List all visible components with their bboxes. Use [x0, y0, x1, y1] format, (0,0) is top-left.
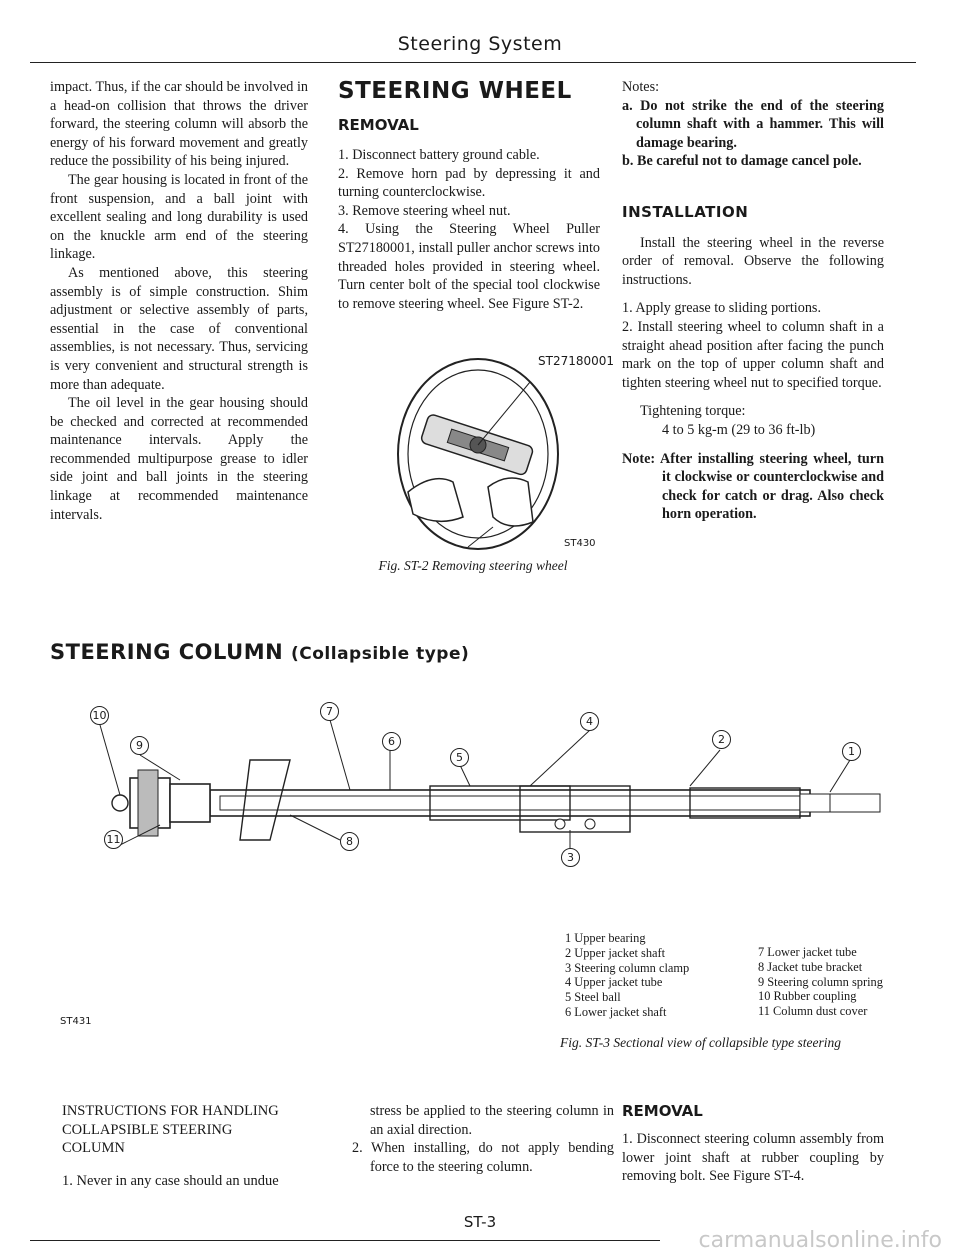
legend-item: 9 Steering column spring: [758, 974, 883, 989]
removal-heading: REMOVAL: [338, 116, 419, 134]
page-number: ST-3: [463, 1213, 497, 1231]
step: 1. Apply grease to sliding portions.: [622, 300, 822, 317]
legend-item: 4 Upper jacket tube: [565, 975, 663, 990]
callout-4: 4: [580, 712, 599, 731]
right-column: [622, 78, 884, 524]
callout-2: 2: [712, 730, 731, 749]
steering-wheel-section: [338, 78, 600, 313]
torque-label: Tightening torque:: [640, 403, 746, 420]
watermark: carmanualsonline.info: [698, 1228, 942, 1253]
handling-continued: [352, 1102, 614, 1176]
paragraph: Install the steering wheel in the reverse order of removal. Observe the following instructions.: [622, 234, 884, 288]
figure-code: ST430: [564, 538, 596, 549]
header-rule: [30, 62, 916, 63]
left-column: [50, 78, 308, 524]
note: a. Do not strike the end of the steering column shaft with a hammer. This will damage bearing.: [622, 97, 884, 151]
callout-7: 7: [320, 702, 339, 721]
footer-rule: [30, 1240, 660, 1241]
notes-label: Notes:: [622, 79, 660, 95]
page-header: Steering System: [397, 33, 563, 55]
step: 2. When installing, do not apply bending force to the steering column.: [352, 1140, 614, 1175]
legend-item: 2 Upper jacket shaft: [565, 945, 666, 960]
column-title: STEERING COLUMN: [50, 640, 284, 664]
paragraph: impact. Thus, if the car should be involved in a head-on collision that throws the driver forward, the steering column will absorb the energy of his forward movement and greatly reduce the possibility of his being injured.: [50, 79, 308, 170]
parts-legend-right: [758, 945, 883, 1019]
torque-value: 4 to 5 kg-m (29 to 36 ft-lb): [662, 421, 816, 438]
callout-6: 6: [382, 732, 401, 751]
steering-wheel-illustration: [378, 342, 598, 557]
removal-section: [622, 1102, 884, 1186]
figure-st3: [90, 700, 920, 850]
step: 2. Remove horn pad by depressing it and turning counterclockwise.: [338, 165, 600, 201]
section-title: [50, 640, 469, 664]
step: 2. Install steering wheel to column shaft in a straight ahead position after facing the punch mark on the top of upper column shaft and tighten steering wheel nut to specified torque.: [622, 318, 884, 391]
callout-1: 1: [842, 742, 861, 761]
steering-column-diagram: [90, 700, 920, 850]
step: 1. Disconnect steering column assembly from lower joint shaft at rubber coupling by removing bolt. See Figure ST-4.: [622, 1131, 884, 1185]
figure-caption: Fig. ST-3 Sectional view of collapsible type steering: [560, 1035, 841, 1050]
callout-8: 8: [340, 832, 359, 851]
figure-st2: [378, 342, 615, 557]
paragraph: The gear housing is located in front of the front suspension, and a ball joint with excellent sealing and long durability is used on the knuckle arm end of the steering linkage.: [50, 171, 308, 263]
step: 1. Never in any case should an undue: [62, 1172, 279, 1189]
callout-3: 3: [561, 848, 580, 867]
legend-item: 5 Steel ball: [565, 990, 621, 1005]
step: 1. Disconnect battery ground cable.: [338, 147, 540, 163]
handling-heading-line: INSTRUCTIONS FOR HANDLING: [62, 1103, 279, 1119]
handling-section: [62, 1102, 312, 1190]
parts-legend-left: [565, 931, 689, 1020]
paragraph: As mentioned above, this steering assembly is of simple construction. Shim adjustment or selective assembly of parts, essential in the case of conventional assemblies, is not necessary. Thus, servicing is very convenient and structural strength is more than adequate.: [50, 264, 308, 393]
paragraph: The oil level in the gear housing should be checked and corrected at recommended maintenance intervals. Apply the recommended multipurpose grease to idler side joint and ball joints in the steering linkage at recommended maintenance intervals.: [50, 395, 308, 523]
tool-label: ST27180001: [538, 354, 615, 368]
legend-item: 1 Upper bearing: [565, 931, 646, 945]
step-continued: stress be applied to the steering column in an axial direction.: [370, 1103, 614, 1138]
legend-item: 3 Steering column clamp: [565, 960, 690, 975]
callout-5: 5: [450, 748, 469, 767]
legend-item: 10 Rubber coupling: [758, 989, 857, 1004]
installation-heading: INSTALLATION: [622, 202, 749, 221]
section-title: STEERING WHEEL: [338, 78, 572, 104]
callout-11: 11: [104, 830, 123, 849]
column-subtitle: (Collapsible type): [290, 644, 470, 664]
note: b. Be careful not to damage cancel pole.: [622, 153, 862, 170]
note: Note: After installing steering wheel, turn it clockwise or counterclockwise and check for catch or drag. Also check horn operation.: [622, 450, 884, 523]
legend-item: 6 Lower jacket shaft: [565, 1004, 667, 1019]
legend-item: 8 Jacket tube bracket: [758, 959, 863, 974]
step: 3. Remove steering wheel nut.: [338, 202, 511, 219]
handling-heading-line: COLUMN: [62, 1140, 125, 1157]
callout-9: 9: [130, 736, 149, 755]
step: 4. Using the Steering Wheel Puller ST27180001, install puller anchor screws into threaded holes provided in steering wheel. Turn center bolt of the special tool clockwise to remove steering wheel. See Figure ST-2.: [338, 221, 600, 312]
callout-10: 10: [90, 706, 109, 725]
legend-item: 11 Column dust cover: [758, 1004, 868, 1019]
legend-item: 7 Lower jacket tube: [758, 945, 857, 959]
removal-heading: REMOVAL: [622, 1102, 703, 1120]
handling-heading-line: COLLAPSIBLE STEERING: [62, 1121, 233, 1138]
figure-code: ST431: [60, 1016, 92, 1027]
figure-caption: Fig. ST-2 Removing steering wheel: [378, 558, 568, 573]
